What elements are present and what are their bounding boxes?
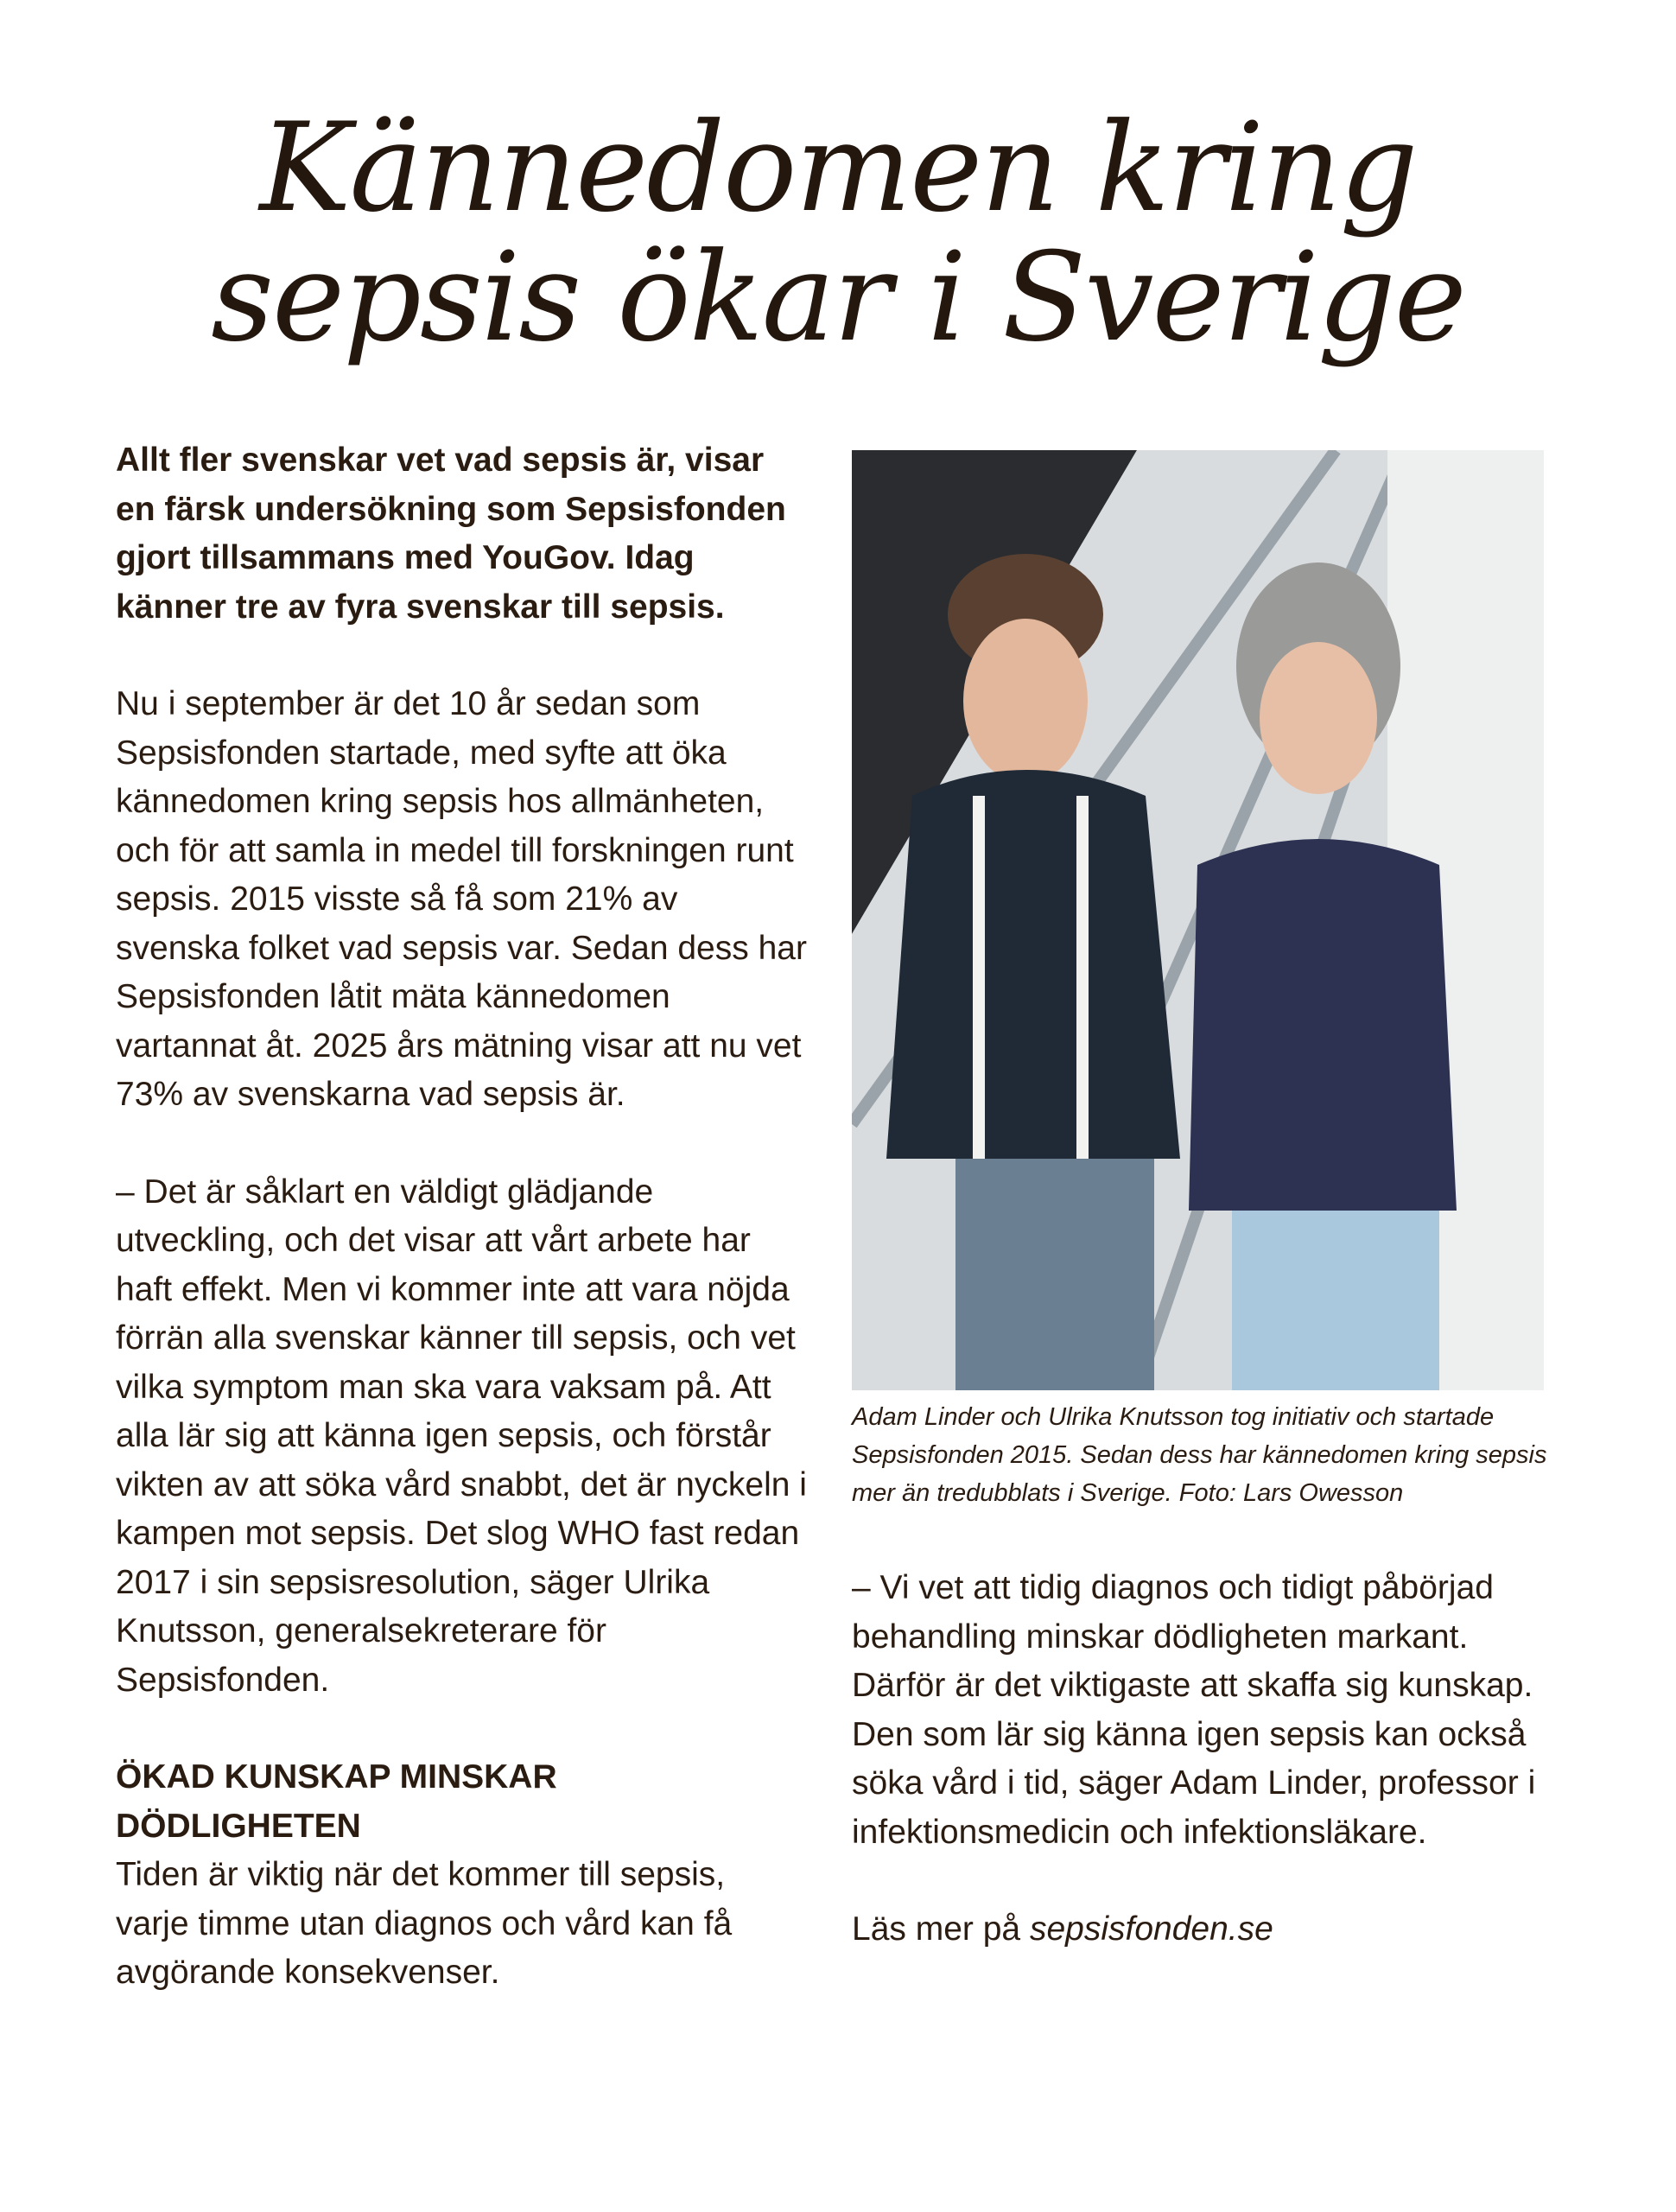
body-paragraph: – Vi vet att tidig diagnos och tidigt påbörjad behandling minskar dödligheten markant. Därför är det viktigaste att skaffa sig kunskap. Den som lär sig känna igen sepsis kan också söka vård i tid, säger Adam Linder, professor i infektionsmedicin och infektionsläkare. (852, 1569, 1536, 1851)
article-title (0, 97, 1676, 369)
photo-adam-linder-ulrika-knutsson (852, 450, 1544, 1390)
photo-caption: Adam Linder och Ulrika Knutsson tog initiativ och startade Sepsisfonden 2015. Sedan dess har kännedomen kring sepsis mer än tredubblats i Sverige. Foto: Lars Owesson (852, 1403, 1547, 1507)
subheading: ÖKAD KUNSKAP MINSKAR DÖDLIGHETEN (116, 1758, 557, 1845)
body-paragraph: Tiden är viktig när det kommer till sepsis, varje timme utan diagnos och vård kan få avgörande konsekvenser. (116, 1856, 733, 1991)
body-paragraph: – Det är såklart en väldigt glädjande utveckling, och det visar att vårt arbete har haft effekt. Men vi kommer inte att vara nöjda förrän alla svenskar känner till sepsis, och vet vilka symptom man ska vara vaksam på. Att alla lär sig att känna igen sepsis, och förstår vikten av att söka vård snabbt, det är nyckeln i kampen mot sepsis. Det slog WHO fast redan 2017 i sin sepsisresolution, säger Ulrika Knutsson, generalsekreterare för Sepsisfonden. (116, 1173, 807, 1699)
title-line-2: sepsis ökar i Sverige (211, 226, 1465, 369)
read-more (852, 1905, 1560, 1955)
lead-paragraph: Allt fler svenskar vet vad sepsis är, visar en färsk undersökning som Sepsisfonden gjort tillsammans med YouGov. Idag känner tre av fyra svenskar till sepsis. (116, 442, 786, 626)
left-column (116, 436, 807, 2046)
sepsisfonden-link[interactable]: sepsisfonden.se (1029, 1910, 1273, 1948)
body-paragraph: Nu i september är det 10 år sedan som Sepsisfonden startade, med syfte att öka kännedomen kring sepsis hos allmänheten, och för att samla in medel till forskningen runt sepsis. 2015 visste så få som 21% av svenska folket vad sepsis var. Sedan dess har Sepsisfonden låtit mäta kännedomen vartannat åt. 2025 års mätning visar att nu vet 73% av svenskarna vad sepsis är. (116, 685, 807, 1113)
title-line-1: Kännedomen kring (259, 97, 1417, 239)
right-column (852, 1564, 1560, 2003)
read-more-prefix: Läs mer på (852, 1910, 1030, 1948)
photo-illustration (852, 450, 1544, 1390)
